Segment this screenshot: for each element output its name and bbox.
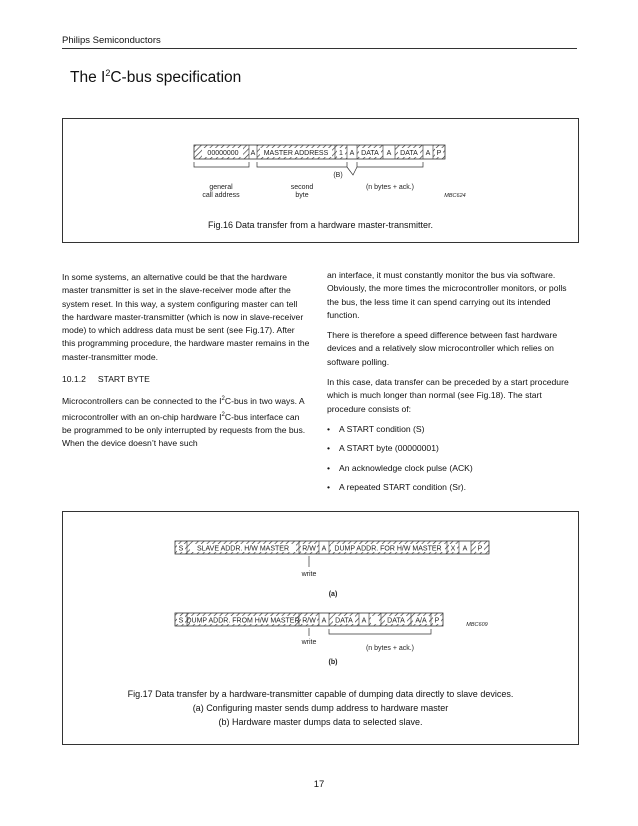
- left-paragraph-1: In some systems, an alternative could be that the hardware master transmitter is set in the slave-receiver mode after the system reset. In this way, a system configuring master can tell the hardware master-transmitter (which is now in slave-receiver mode) to which address data must be sent (see Fig.17). After this programming procedure, the hardware master remains in the master-transmitter mode.: [62, 272, 310, 362]
- left-column: [62, 271, 310, 457]
- right-column: [327, 269, 575, 500]
- f17a-write: write: [301, 571, 317, 578]
- f16-label-nbytes: (n bytes + ack.): [365, 184, 415, 191]
- f17b-write: write: [301, 639, 317, 646]
- f17a-field-7: P: [477, 545, 483, 553]
- f16-label-call-address: call address: [202, 192, 240, 199]
- f17b-field-5: A: [361, 617, 367, 625]
- f17b-field-7: A/A: [415, 617, 427, 625]
- f16-b-label: (B): [333, 172, 343, 179]
- f17a-field-4: DUMP ADDR. FOR H/W MASTER: [334, 545, 442, 553]
- list-item: • A repeated START condition (Sr).: [327, 481, 575, 494]
- f16-field-1: A: [250, 150, 256, 157]
- f16-field-0: 00000000: [207, 150, 239, 157]
- f16-label-general: general: [209, 184, 233, 191]
- figure-17-caption-3: (b) Hardware master dumps data to selected slave.: [218, 717, 423, 727]
- figure-16-caption: Fig.16 Data transfer from a hardware master-transmitter.: [207, 220, 434, 230]
- list-item: • A START condition (S): [327, 423, 575, 436]
- f16-field-9: P: [436, 150, 442, 157]
- f17b-field-8: P: [434, 617, 440, 625]
- f17b-nbytes: (n bytes + ack.): [365, 645, 415, 652]
- right-paragraph-2: There is therefore a speed difference between fast hardware devices and a relatively slow microcontroller which relies on software polling.: [327, 330, 558, 367]
- list-item: • An acknowledge clock pulse (ACK): [327, 462, 575, 475]
- figure-17-caption-1: Fig.17 Data transfer by a hardware-transmitter capable of dumping data directly to slave devices.: [127, 689, 514, 699]
- f16-field-2: MASTER ADDRESS: [263, 150, 329, 157]
- f17a-field-2: R/W: [302, 545, 316, 553]
- start-procedure-list: [327, 423, 575, 494]
- f16-label-second: second: [290, 184, 314, 191]
- f17a-field-3: A: [321, 545, 327, 553]
- figure-17-diagram: [63, 512, 578, 682]
- page-number: 17: [313, 779, 325, 790]
- right-paragraph-3: In this case, data transfer can be preceded by a start procedure which is much longer than normal (see Fig.18). The start procedure consists of:: [327, 377, 569, 414]
- section-heading: 10.1.2 START BYTE: [62, 374, 150, 385]
- header-rule: [62, 48, 577, 49]
- f16-label-byte: byte: [295, 192, 309, 199]
- f16-field-3: 1: [339, 150, 343, 157]
- page-title: The $I^2C$-bus specification: [70, 68, 242, 87]
- f17a-field-1: SLAVE ADDR. H/W MASTER: [196, 545, 290, 553]
- f17b-field-2: R/W: [302, 617, 316, 625]
- f16-field-7: DATA: [400, 150, 418, 157]
- f16-field-6: A: [386, 150, 392, 157]
- left-paragraph-2: Microcontrollers can be connected to the $I^2C$-bus in two ways. A microcontroller with an on-chip hardware $I^2C$-bus interface can be programmed to be only interrupted by requests from the bus. When the device doesn’t have such: [62, 396, 306, 448]
- figure-17: [62, 511, 579, 745]
- f17a-field-6: A: [462, 545, 468, 553]
- f16-field-4: A: [349, 150, 355, 157]
- figure-16: [62, 118, 579, 243]
- f17a-label: (a): [328, 591, 338, 598]
- f16-field-8: A: [425, 150, 431, 157]
- right-paragraph-1: an interface, it must constantly monitor the bus via software. Obviously, the more times the microcontroller monitors, or polls the bus, the less time it can spend carrying out its intended function.: [327, 270, 567, 320]
- f17a-field-0: S: [178, 545, 184, 553]
- f17b-field-6: DATA: [387, 617, 405, 625]
- f17b-field-3: A: [321, 617, 327, 625]
- figure-16-diagram: [63, 119, 578, 219]
- f16-field-5: DATA: [361, 150, 379, 157]
- running-header: Philips Semiconductors: [62, 35, 161, 46]
- list-item: • A START byte (00000001): [327, 442, 575, 455]
- f17b-label: (b): [328, 659, 338, 666]
- f16-code: MBC624: [444, 193, 466, 199]
- f17b-field-4: DATA: [335, 617, 353, 625]
- f17a-field-5: X: [450, 545, 456, 553]
- f17b-field-0: S: [178, 617, 184, 625]
- f17-code: MBC609: [466, 622, 488, 628]
- figure-17-caption-2: (a) Configuring master sends dump address to hardware master: [192, 703, 449, 713]
- f17b-field-1: DUMP ADDR. FROM H/W MASTER: [186, 617, 300, 625]
